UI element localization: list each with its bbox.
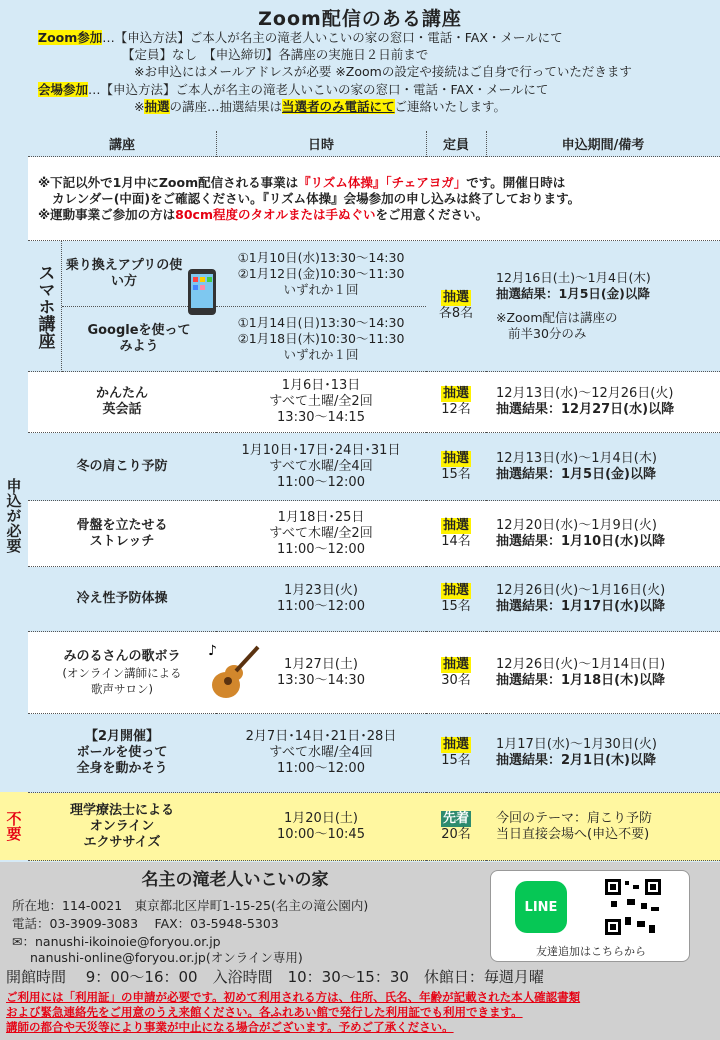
footer bbox=[0, 862, 720, 1040]
course-name-1 bbox=[28, 433, 216, 501]
course-date-0 bbox=[216, 372, 426, 433]
course-name-5 bbox=[28, 714, 216, 793]
guitar-icon bbox=[208, 641, 264, 701]
address: 所在地：114-0021 東京都北区岸町1-15-25(名主の滝公園内) bbox=[12, 898, 369, 913]
notice-line-3 bbox=[38, 207, 488, 223]
note-1: ※Zoom配信は講座の bbox=[496, 310, 618, 325]
qr-code-icon bbox=[603, 877, 663, 937]
smaho-label: スマホ講座 bbox=[28, 241, 62, 372]
notice-events: 『リズム体操』「チェアヨガ」 bbox=[298, 174, 467, 190]
p2: 抽選結果：1月5日(金)以降 bbox=[496, 466, 656, 482]
capacity: 20名 bbox=[441, 826, 471, 842]
zoom-label: Zoom参加 bbox=[38, 30, 103, 45]
venue-note-e: ご連絡いたします。 bbox=[394, 99, 507, 114]
notice-g: をご用意ください。 bbox=[375, 206, 489, 222]
hours: 開館時間 9：00～16：00 入浴時間 10：30～15：30 休館日：毎週月曜 bbox=[6, 968, 544, 986]
first-come-badge: 先着 bbox=[442, 810, 469, 826]
n3: 歌声サロン) bbox=[91, 681, 153, 696]
p2: 抽選結果：1月10日(水)以降 bbox=[496, 533, 666, 549]
course-cap-1 bbox=[426, 433, 486, 501]
friend-add-label: 友達追加はこちらから bbox=[536, 945, 646, 958]
n1: 冬の肩こり予防 bbox=[76, 458, 168, 474]
course-date-3 bbox=[216, 567, 426, 632]
smartphone-icon bbox=[186, 267, 220, 317]
d1: 1月6日･13日 bbox=[281, 378, 361, 393]
course-online-exercise bbox=[28, 793, 216, 861]
d1: 1月27日(土) bbox=[284, 656, 358, 672]
date-note: いずれか１回 bbox=[283, 347, 359, 362]
date-1: ①1月10日(水)13:30～14:30 bbox=[237, 249, 405, 265]
mail-icon: ✉ bbox=[12, 934, 23, 949]
course-period-5 bbox=[486, 714, 720, 793]
p1: 今回のテーマ：肩こり予防 bbox=[496, 810, 653, 826]
n1: 理学療法士による bbox=[69, 802, 174, 818]
d2: 10:00～10:45 bbox=[277, 826, 365, 842]
n2: オンライン bbox=[89, 818, 155, 834]
n1: 【2月開催】 bbox=[84, 729, 160, 744]
d1: 1月10日･17日･24日･31日 bbox=[241, 442, 401, 458]
course-name: Googleを使ってみよう bbox=[87, 323, 191, 354]
course-name-2 bbox=[28, 501, 216, 567]
lottery-badge: 抽選 bbox=[442, 290, 469, 305]
course-period-3 bbox=[486, 567, 720, 632]
venue-note-lottery: 抽選 bbox=[144, 99, 170, 114]
lottery-badge: 抽選 bbox=[442, 517, 469, 533]
d1: 1月18日･25日 bbox=[277, 509, 365, 525]
course-date-2 bbox=[216, 501, 426, 567]
side-required: 申込が必要 bbox=[0, 240, 28, 790]
p2: 抽選結果：1月18日(木)以降 bbox=[496, 672, 666, 688]
notice-line-2: カレンダー(中面)をご確認ください。『リズム体操』会場参加の申し込みは終了しております。 bbox=[52, 190, 581, 206]
col-course: 講座 bbox=[28, 131, 216, 157]
venue-note-c: の講座…抽選結果は bbox=[169, 99, 283, 114]
n2: 英会話 bbox=[102, 402, 142, 417]
n1: みのるさんの歌ボラ bbox=[63, 648, 181, 664]
d2: すべて水曜/全4回 bbox=[269, 745, 373, 760]
d2: 11:00～12:00 bbox=[277, 599, 365, 614]
phone-fax: 電話：03-3909-3083 FAX：03-5948-5303 bbox=[12, 916, 279, 931]
capacity: 15名 bbox=[441, 753, 471, 768]
zoom-line-2: 【定員】なし 【申込締切】各講座の実施日２日前まで bbox=[122, 47, 429, 62]
p1: 12月20日(水)～1月9日(火) bbox=[496, 517, 657, 533]
d1: 2月7日･14日･21日･28日 bbox=[245, 729, 397, 744]
line-box[interactable] bbox=[490, 870, 690, 962]
line-icon: LINE bbox=[515, 881, 567, 933]
notice-line-1 bbox=[38, 175, 565, 191]
course-name: 乗り換えアプリの使い方 bbox=[65, 257, 183, 289]
date-online-exercise bbox=[216, 793, 426, 861]
col-capacity: 定員 bbox=[426, 131, 486, 157]
col-date: 日時 bbox=[216, 131, 426, 157]
course-table bbox=[28, 131, 720, 861]
venue-note-a: ※ bbox=[134, 99, 145, 114]
cap-smaho bbox=[426, 241, 486, 372]
capacity: 各8名 bbox=[438, 306, 474, 321]
side-not-required: 不要 bbox=[0, 792, 28, 860]
p1: 1月17日(水)～1月30日(火) bbox=[496, 737, 657, 752]
d3: 11:00～12:00 bbox=[277, 761, 365, 776]
d1: 1月23日(火) bbox=[284, 583, 358, 598]
svg-text:♪: ♪ bbox=[208, 643, 217, 659]
lottery-badge: 抽選 bbox=[442, 583, 469, 598]
course-name-3 bbox=[28, 567, 216, 632]
d3: 11:00～12:00 bbox=[277, 541, 365, 557]
header bbox=[0, 0, 720, 128]
cap-online-exercise bbox=[426, 793, 486, 861]
n3: 全身を動かそう bbox=[76, 761, 168, 776]
capacity: 12名 bbox=[441, 402, 471, 417]
p1: 12月26日(火)～1月14日(日) bbox=[496, 656, 666, 672]
facility-name: 名主の滝老人いこいの家 bbox=[141, 870, 329, 890]
lottery-badge: 抽選 bbox=[442, 656, 469, 672]
mail1-text: ：nanushi-ikoinoie@foryou.or.jp bbox=[22, 934, 221, 949]
lottery-badge: 抽選 bbox=[442, 386, 469, 401]
capacity: 15名 bbox=[441, 599, 471, 614]
d3: 11:00～12:00 bbox=[277, 474, 365, 490]
zoom-line-1 bbox=[38, 30, 563, 46]
zoom-line-3: ※お申込にはメールアドレスが必要 ※Zoomの設定や接続はご自身で行っていただきます bbox=[134, 64, 632, 79]
zoom-method: …【申込方法】ご本人が名主の滝老人いこいの家の窓口・電話・FAX・メールにて bbox=[102, 30, 563, 45]
n2: ボールを使って bbox=[76, 745, 168, 760]
note-2: 前半30分のみ bbox=[508, 326, 587, 341]
course-period-1 bbox=[486, 433, 720, 501]
p2: 抽選結果：12月27日(水)以降 bbox=[496, 402, 675, 417]
date-2: ②1月12日(金)10:30～11:30 bbox=[237, 265, 405, 281]
course-cap-4 bbox=[426, 632, 486, 714]
p2: 抽選結果：1月17日(水)以降 bbox=[496, 599, 666, 614]
course-period-2 bbox=[486, 501, 720, 567]
page-title: Zoom配信のある講座 bbox=[258, 8, 462, 30]
n1: かんたん bbox=[95, 386, 148, 401]
course-date-1 bbox=[216, 433, 426, 501]
d2: すべて土曜/全2回 bbox=[269, 394, 373, 409]
date-note: いずれか１回 bbox=[283, 281, 359, 297]
capacity: 30名 bbox=[441, 672, 471, 688]
d2: すべて水曜/全4回 bbox=[269, 458, 373, 474]
email-2: nanushi-online@foryou.or.jp(オンライン専用) bbox=[30, 950, 303, 965]
d1: 1月20日(土) bbox=[284, 810, 358, 826]
d3: 13:30～14:15 bbox=[277, 410, 365, 425]
date-google bbox=[216, 307, 426, 372]
lottery-badge: 抽選 bbox=[442, 450, 469, 466]
period-smaho bbox=[486, 241, 720, 372]
date-1: ①1月14日(日)13:30～14:30 bbox=[237, 315, 405, 330]
p1: 12月26日(火)～1月16日(火) bbox=[496, 583, 666, 598]
date-transit-app bbox=[216, 241, 426, 307]
capacity: 14名 bbox=[441, 533, 471, 549]
venue-line-1 bbox=[38, 82, 548, 98]
p1: 12月13日(水)～1月4日(木) bbox=[496, 450, 657, 466]
notice-towel: 80cm程度のタオルまたは手ぬぐい bbox=[175, 206, 376, 222]
n2: ストレッチ bbox=[89, 533, 155, 549]
course-cap-5 bbox=[426, 714, 486, 793]
period: 12月16日(土)～1月4日(木) bbox=[496, 270, 651, 285]
lottery-badge: 抽選 bbox=[442, 737, 469, 752]
venue-method: …【申込方法】ご本人が名主の滝老人いこいの家の窓口・電話・FAX・メールにて bbox=[88, 82, 549, 97]
p2: 当日直接会場へ(申込不要) bbox=[496, 826, 650, 842]
course-cap-2 bbox=[426, 501, 486, 567]
warning-1: ご利用には「利用証」の申請が必要です。初めて利用される方は、住所、氏名、年齢が記載された本人確認書類 bbox=[6, 990, 581, 1004]
venue-label: 会場参加 bbox=[38, 82, 89, 97]
course-cap-0 bbox=[426, 372, 486, 433]
n1: 骨盤を立たせる bbox=[76, 517, 168, 533]
course-period-4 bbox=[486, 632, 720, 714]
notice-box bbox=[28, 157, 720, 241]
col-period: 申込期間/備考 bbox=[486, 131, 720, 157]
d2: すべて木曜/全2回 bbox=[269, 525, 373, 541]
n1: 冷え性予防体操 bbox=[76, 591, 168, 606]
d2: 13:30～14:30 bbox=[277, 672, 365, 688]
course-name-0 bbox=[28, 372, 216, 433]
venue-note-phone: 当選者のみ電話にて bbox=[282, 99, 395, 114]
n3: エクササイズ bbox=[83, 834, 161, 850]
email-1 bbox=[12, 934, 221, 949]
n2: (オンライン講師による bbox=[62, 665, 182, 680]
date-2: ②1月18日(木)10:30～11:30 bbox=[237, 331, 405, 346]
notice-c: です。開催日時は bbox=[466, 174, 566, 190]
result: 抽選結果：1月5日(金)以降 bbox=[496, 286, 650, 301]
p2: 抽選結果：2月1日(木)以降 bbox=[496, 753, 656, 768]
venue-line-2 bbox=[134, 99, 506, 115]
course-name-4 bbox=[28, 632, 216, 714]
warning-2: および緊急連絡先をご用意のうえ来館ください。各ふれあい館で発行した利用証でも利用できます。 bbox=[6, 1005, 523, 1019]
period-online-exercise bbox=[486, 793, 720, 861]
course-cap-3 bbox=[426, 567, 486, 632]
course-date-5 bbox=[216, 714, 426, 793]
notice-e: ※運動事業ご参加の方は bbox=[38, 206, 176, 222]
capacity: 15名 bbox=[441, 466, 471, 482]
course-period-0 bbox=[486, 372, 720, 433]
notice-a: ※下記以外で1月中にZoom配信される事業は bbox=[38, 174, 299, 190]
p1: 12月13日(水)～12月26日(火) bbox=[496, 386, 674, 401]
warning-3: 講師の都合や天災等により事業が中止になる場合がございます。予めご了承ください。 bbox=[6, 1020, 454, 1034]
